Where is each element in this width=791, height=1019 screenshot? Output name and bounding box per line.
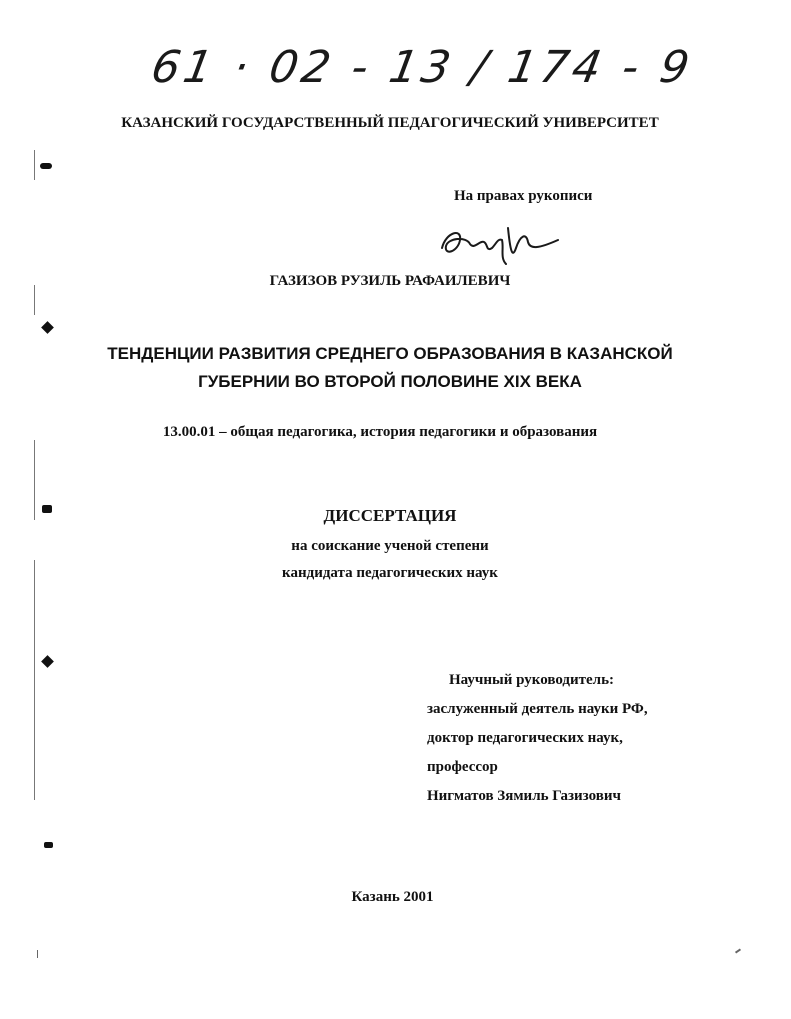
scan-speck [37,950,38,958]
punch-mark [41,321,54,334]
supervisor-title-2: доктор педагогических наук, [427,730,623,746]
title-line-2: ГУБЕРНИИ ВО ВТОРОЙ ПОЛОВИНЕ XIX ВЕКА [198,372,582,391]
punch-mark [44,842,53,848]
degree-line-1: на соискание ученой степени [291,538,489,554]
scan-edge-line [34,560,35,800]
work-type: ДИССЕРТАЦИЯ [323,506,457,525]
supervisor-heading: Научный руководитель: [449,672,614,688]
degree-line-2: кандидата педагогических наук [282,565,498,581]
supervisor-block [427,666,648,811]
supervisor-title-1: заслуженный деятель науки РФ, [427,701,648,717]
signature [436,218,566,268]
university-name: КАЗАНСКИЙ ГОСУДАРСТВЕННЫЙ ПЕДАГОГИЧЕСКИЙ УНИВЕРСИТЕТ [121,115,659,131]
place-year: Казань 2001 [351,889,434,905]
punch-mark [40,163,52,169]
manuscript-rights: На правах рукописи [454,188,593,204]
punch-mark [41,655,54,668]
title-line-1: ТЕНДЕНЦИИ РАЗВИТИЯ СРЕДНЕГО ОБРАЗОВАНИЯ В КАЗАНСКОЙ [107,344,673,363]
handwritten-archive-code: 61 · 02 - 13 / 174 - 9 [147,42,697,93]
dissertation-title [0,340,780,396]
supervisor-title-3: профессор [427,759,498,775]
scan-edge-line [34,150,35,180]
specialty-code: 13.00.01 – общая педагогика, история педагогики и образования [162,424,598,440]
author-name: ГАЗИЗОВ РУЗИЛЬ РАФАИЛЕВИЧ [269,273,511,289]
supervisor-name: Нигматов Зямиль Газизович [427,788,621,804]
scan-speck [735,948,741,953]
